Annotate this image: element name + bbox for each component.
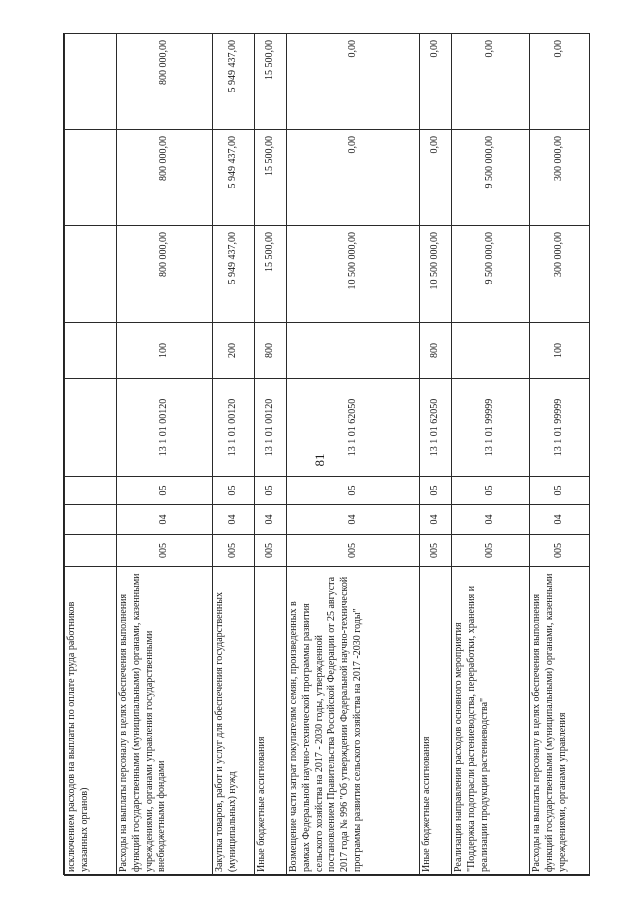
budget-table (64, 33, 590, 876)
cell-ved (65, 535, 117, 567)
cell-name: Закупка товаров, работ и услуг для обеспечения государственных (муниципальных) нужд (213, 567, 255, 876)
cell-csr: 13 1 01 00120 (213, 379, 255, 477)
cell-rz: 04 (420, 505, 452, 535)
cell-pr: 05 (452, 477, 530, 505)
cell-vr (452, 323, 530, 379)
cell-pr: 05 (530, 477, 590, 505)
cell-vr (65, 323, 117, 379)
table-body (65, 34, 590, 876)
cell-sum-year3: 0,00 (287, 34, 420, 130)
cell-name: Расходы на выплаты персоналу в целях обеспечения выполнения функций государственными (муниципальными) органами, казенными учреждениями, органами управления (530, 567, 590, 876)
cell-sum-year1: 9 500 000,00 (452, 226, 530, 323)
cell-sum-year2: 0,00 (420, 130, 452, 226)
table-row (452, 34, 530, 876)
cell-sum-year3: 0,00 (452, 34, 530, 130)
cell-vr: 100 (530, 323, 590, 379)
cell-sum-year3: 5 949 437,00 (213, 34, 255, 130)
budget-table-frame (63, 33, 590, 875)
cell-sum-year1 (65, 226, 117, 323)
cell-ved: 005 (530, 535, 590, 567)
cell-name: Иные бюджетные ассигнования (255, 567, 287, 876)
table-row (530, 34, 590, 876)
cell-csr: 13 1 01 00120 (255, 379, 287, 477)
cell-sum-year3: 0,00 (530, 34, 590, 130)
rotated-table-container (64, 34, 589, 876)
cell-pr: 05 (255, 477, 287, 505)
cell-name: Иные бюджетные ассигнования (420, 567, 452, 876)
cell-csr: 13 1 01 62050 (287, 379, 420, 477)
cell-sum-year2: 800 000,00 (117, 130, 213, 226)
cell-sum-year3: 0,00 (420, 34, 452, 130)
cell-sum-year3: 15 500,00 (255, 34, 287, 130)
cell-rz: 04 (255, 505, 287, 535)
cell-ved: 005 (287, 535, 420, 567)
cell-rz: 04 (530, 505, 590, 535)
cell-sum-year3: 800 000,00 (117, 34, 213, 130)
cell-ved: 005 (213, 535, 255, 567)
cell-rz: 04 (287, 505, 420, 535)
cell-pr: 05 (420, 477, 452, 505)
cell-vr (287, 323, 420, 379)
cell-csr: 13 1 01 62050 (420, 379, 452, 477)
table-row (65, 34, 117, 876)
cell-name: исключением расходов на выплаты по оплате труда работников указанных органов) (65, 567, 117, 876)
cell-csr: 13 1 01 99999 (530, 379, 590, 477)
cell-sum-year1: 300 000,00 (530, 226, 590, 323)
cell-ved: 005 (255, 535, 287, 567)
cell-sum-year1: 5 949 437,00 (213, 226, 255, 323)
cell-sum-year2 (65, 130, 117, 226)
cell-sum-year2: 0,00 (287, 130, 420, 226)
table-row (213, 34, 255, 876)
cell-csr: 13 1 01 00120 (117, 379, 213, 477)
cell-pr: 05 (287, 477, 420, 505)
table-row (287, 34, 420, 876)
cell-sum-year1: 15 500,00 (255, 226, 287, 323)
cell-vr: 100 (117, 323, 213, 379)
table-row (420, 34, 452, 876)
cell-rz: 04 (452, 505, 530, 535)
cell-sum-year1: 10 500 000,00 (420, 226, 452, 323)
cell-vr: 800 (255, 323, 287, 379)
table-row (255, 34, 287, 876)
cell-csr: 13 1 01 99999 (452, 379, 530, 477)
page-number: 81 (312, 453, 327, 467)
cell-name: Расходы на выплаты персоналу в целях обеспечения выполнения функций государственными (муниципальными) органами, казенными учреждениями, органами управления государственными внебюджетными фондами (117, 567, 213, 876)
cell-vr: 200 (213, 323, 255, 379)
cell-pr (65, 477, 117, 505)
cell-ved: 005 (452, 535, 530, 567)
cell-ved: 005 (420, 535, 452, 567)
cell-sum-year2: 15 500,00 (255, 130, 287, 226)
cell-name: Возмещение части затрат покупателям семян, произведенных в рамках Федеральной научно-технической программы развития сельского хозяйства на 2017 - 2030 годы, утвержденной постановлением Правительства Российской Федерации от 25 августа 2017 года № 996 "Об утверждении Федеральной научно-технической программы развития сельского хозяйства на 2017 -2030 годы" (287, 567, 420, 876)
cell-sum-year2: 5 949 437,00 (213, 130, 255, 226)
cell-sum-year2: 9 500 000,00 (452, 130, 530, 226)
cell-rz: 04 (213, 505, 255, 535)
cell-rz: 04 (117, 505, 213, 535)
cell-pr: 05 (117, 477, 213, 505)
cell-ved: 005 (117, 535, 213, 567)
cell-pr: 05 (213, 477, 255, 505)
cell-sum-year3 (65, 34, 117, 130)
cell-name: Реализация направления расходов основного мероприятия "Поддержка подотрасли растениеводства, переработки, хранения и реализации продукции растениеводства" (452, 567, 530, 876)
cell-rz (65, 505, 117, 535)
cell-vr: 800 (420, 323, 452, 379)
cell-sum-year1: 800 000,00 (117, 226, 213, 323)
cell-csr (65, 379, 117, 477)
table-row (117, 34, 213, 876)
cell-sum-year1: 10 500 000,00 (287, 226, 420, 323)
cell-sum-year2: 300 000,00 (530, 130, 590, 226)
